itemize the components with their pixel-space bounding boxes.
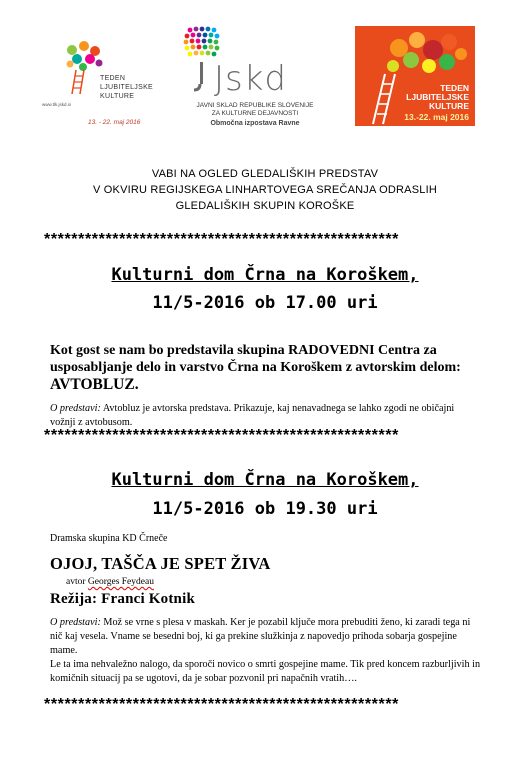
jskd-branch: Območna izpostava Ravne	[210, 120, 300, 127]
right-logo-title: TEDEN LJUBITELJSKE KULTURE	[406, 83, 469, 111]
event1-note-text: Avtobluz je avtorska predstava. Prikazuje, kaj nenavadnega se lahko zgodi ne običajni vožnji z avtobusom.	[50, 403, 455, 428]
intro-line: VABI NA OGLED GLEDALIŠKIH PREDSTAV	[151, 168, 379, 180]
right-logo-dates: 13.-22. maj 2016	[404, 112, 469, 122]
event1-guest-text: Kot gost se nam bo predstavila skupina RADOVEDNI Centra za usposabljanje delo in varstvo Črna na Koroškem z avtorskim delom:	[50, 343, 461, 375]
left-logo-url: www.tlk.jskd.si	[42, 102, 72, 107]
jskd-logo	[180, 26, 330, 136]
event2-note-p2: Le ta ima nehvaležno nalogo, da sporoči novico o smrti gospejine mame. Tik pred koncem razburljivih in komičnih situacij pa se ugotovi, da je sobar pozvonil pri napačnih vratih….	[50, 659, 481, 684]
intro-line: V OKVIRU REGIJSKEGA LINHARTOVEGA SREČANJA ODRASLIH	[93, 184, 437, 196]
left-logo-title: TEDEN LJUBITELJSKE KULTURE	[100, 75, 154, 100]
teden-poster-logo	[355, 26, 475, 126]
event1-datetime: 11/5-2016 ob 17.00 uri	[152, 293, 378, 313]
event1-description	[50, 342, 480, 394]
event1-note	[50, 402, 482, 430]
poster-illustration-icon	[355, 26, 475, 126]
event2-director: Režija: Franci Kotnik	[50, 591, 196, 607]
left-logo-dates: 13. - 22. maj 2016	[88, 119, 141, 126]
separator: ****************************************************	[44, 427, 399, 444]
event2-author	[66, 577, 154, 587]
teden-ljubiteljske-kulture-logo	[36, 34, 156, 134]
separator: ****************************************************	[44, 696, 399, 713]
event2-venue: Kulturni dom Črna na Koroškem,	[111, 470, 419, 490]
event2-group: Dramska skupina KD Črneče	[50, 533, 168, 544]
jskd-wordmark: Jskd	[214, 59, 288, 99]
author-prefix: avtor	[66, 577, 88, 587]
event1-play-title: AVTOBLUZ.	[50, 376, 139, 393]
event2-play-title: OJOJ, TAŠČA JE SPET ŽIVA	[50, 554, 271, 573]
event1-venue: Kulturni dom Črna na Koroškem,	[111, 265, 419, 285]
intro-line: GLEDALIŠKIH SKUPIN KOROŠKE	[175, 200, 355, 212]
invitation-intro	[40, 166, 490, 214]
event1-note-label: O predstavi:	[50, 403, 101, 414]
event2-note-label: O predstavi:	[50, 617, 101, 628]
separator: ****************************************************	[44, 231, 399, 248]
jskd-fullname: JAVNI SKLAD REPUBLIKE SLOVENIJE ZA KULTURNE DEJAVNOSTI	[196, 102, 314, 117]
event2-note-p1: Mož se vrne s plesa v maskah. Ker je pozabil ključe mora prebuditi ženo, ki zaradi tega ni nič kaj vesela. Vname se besedni boj, ki ga prekine služkinja z napovedjo prihoda sobarja gospejine mame.	[50, 617, 471, 656]
event2-datetime: 11/5-2016 ob 19.30 uri	[152, 499, 378, 519]
event2-note	[50, 616, 482, 686]
author-name: Georges Feydeau	[87, 577, 154, 587]
